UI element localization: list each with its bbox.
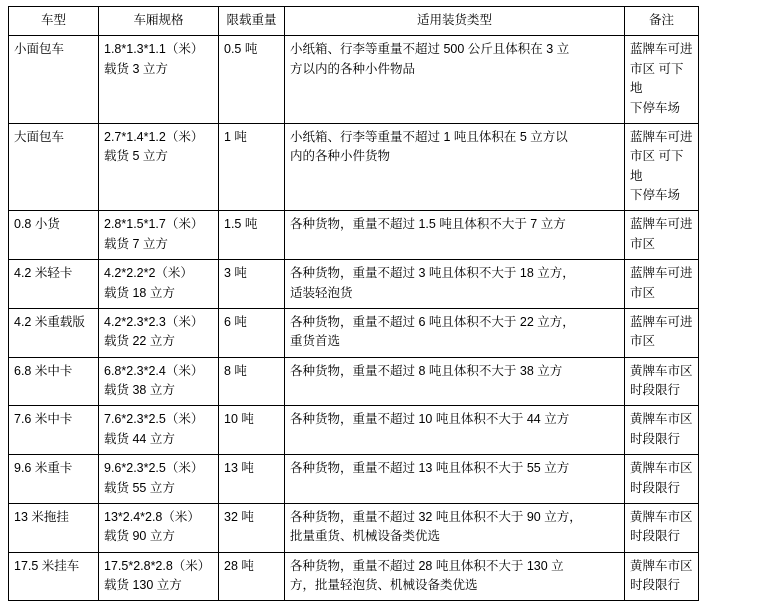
cell-remark-line: 蓝牌车可进 [630,42,693,57]
cell-cargo-type-line: 小纸箱、行李等重量不超过 1 吨且体积在 5 立方以 [290,129,568,144]
cell-cargo-type-line: 各种货物，重量不超过 10 吨且体积不大于 44 立方 [290,412,570,427]
header-cell-load: 限载重量 [219,7,285,36]
cell-vehicle-type-line: 6.8 米中卡 [14,363,73,378]
cell-load-limit-line: 13 吨 [224,461,254,476]
cell-remark [625,552,699,601]
cell-load-limit [219,455,285,504]
header-cell-remark: 备注 [625,7,699,36]
cell-cargo-type-line: 各种货物，重量不超过 32 吨且体积不大于 90 立方， [290,509,582,524]
cell-cargo-type-line: 方，批量轻泡货、机械设备类优选 [290,578,478,592]
cell-vehicle-type-line: 17.5 米挂车 [14,558,80,573]
cell-remark-line: 蓝牌车可进 [630,266,693,281]
cell-cargo-type-line: 各种货物，重量不超过 3 吨且体积不大于 18 立方， [290,266,575,281]
cell-load-limit [219,308,285,357]
cell-compartment-spec [99,455,219,504]
cell-vehicle-type [9,503,99,552]
table-row [9,503,699,552]
cell-load-limit [219,406,285,455]
cell-cargo-type-line: 批量重货、机械设备类优选 [290,529,441,544]
cell-remark [625,357,699,406]
cell-remark [625,308,699,357]
cell-vehicle-type-line: 小面包车 [14,42,65,57]
cell-cargo-type [285,308,625,357]
cell-remark-line: 黄牌车市区 [630,363,693,378]
cell-compartment-spec-line: 载货 3 立方 [104,61,168,76]
cell-vehicle-type-line: 0.8 小货 [14,217,60,232]
cell-load-limit-line: 1.5 吨 [224,217,258,232]
cell-load-limit [219,123,285,211]
table-row [9,357,699,406]
cell-cargo-type [285,36,625,124]
cell-compartment-spec [99,36,219,124]
cell-compartment-spec-line: 17.5*2.8*2.8（米） [104,558,211,573]
cell-vehicle-type-line: 9.6 米重卡 [14,461,73,476]
cell-compartment-spec-line: 载货 38 立方 [104,383,175,397]
cell-compartment-spec [99,406,219,455]
cell-compartment-spec-line: 载货 130 立方 [104,578,182,592]
cell-vehicle-type-line: 7.6 米中卡 [14,412,73,427]
cell-remark [625,36,699,124]
cell-compartment-spec-line: 6.8*2.3*2.4（米） [104,363,204,378]
cell-vehicle-type-line: 大面包车 [14,129,65,144]
cell-cargo-type [285,211,625,260]
cell-compartment-spec-line: 13*2.4*2.8（米） [104,509,200,524]
cell-remark-line: 时段限行 [630,383,681,397]
cell-vehicle-type-line: 13 米拖挂 [14,509,69,524]
cell-vehicle-type [9,552,99,601]
cell-cargo-type-line: 各种货物，重量不超过 1.5 吨且体积不大于 7 立方 [290,217,566,232]
cell-compartment-spec [99,211,219,260]
cell-compartment-spec-line: 载货 55 立方 [104,480,175,495]
table-row [9,406,699,455]
table-row [9,308,699,357]
cell-load-limit-line: 3 吨 [224,266,247,281]
cell-vehicle-type-line: 4.2 米重载版 [14,314,85,329]
cell-cargo-type [285,455,625,504]
cell-remark-line: 市区 可下地 [630,149,684,183]
header-cell-type: 车型 [9,7,99,36]
cell-cargo-type-line: 方以内的各种小件物品 [290,61,416,76]
cell-compartment-spec-line: 2.8*1.5*1.7（米） [104,217,204,232]
cell-remark-line: 黄牌车市区 [630,558,693,573]
table-row [9,455,699,504]
cell-load-limit [219,503,285,552]
cell-vehicle-type [9,260,99,309]
cell-compartment-spec-line: 4.2*2.2*2（米） [104,266,193,281]
header-cell-spec: 车厢规格 [99,7,219,36]
cell-vehicle-type [9,308,99,357]
cell-load-limit [219,357,285,406]
cell-remark [625,406,699,455]
cell-compartment-spec-line: 1.8*1.3*1.1（米） [104,42,204,57]
cell-vehicle-type [9,211,99,260]
table-body [9,36,699,601]
cell-load-limit [219,211,285,260]
cell-remark-line: 下停车场 [630,100,681,115]
cell-compartment-spec-line: 载货 90 立方 [104,529,175,544]
table-row [9,552,699,601]
cell-compartment-spec [99,552,219,601]
cell-cargo-type [285,503,625,552]
cell-load-limit-line: 32 吨 [224,509,254,524]
cell-cargo-type-line: 适装轻泡货 [290,285,353,300]
header-cell-cargo: 适用装货类型 [285,7,625,36]
cell-remark-line: 下停车场 [630,188,681,202]
cell-remark-line: 蓝牌车可进 [630,129,693,144]
cell-vehicle-type [9,455,99,504]
cell-remark [625,211,699,260]
cell-remark-line: 时段限行 [630,431,681,446]
cell-compartment-spec-line: 9.6*2.3*2.5（米） [104,461,204,476]
cell-compartment-spec [99,357,219,406]
cell-cargo-type [285,406,625,455]
cell-vehicle-type-line: 4.2 米轻卡 [14,266,73,281]
cell-compartment-spec-line: 7.6*2.3*2.5（米） [104,412,204,427]
cell-cargo-type [285,123,625,211]
cell-vehicle-type [9,357,99,406]
document-sheet [0,6,766,592]
cell-remark-line: 黄牌车市区 [630,509,693,524]
cell-compartment-spec-line: 载货 44 立方 [104,431,175,446]
cell-load-limit-line: 8 吨 [224,363,247,378]
cell-compartment-spec [99,260,219,309]
cell-remark-line: 市区 [630,236,656,251]
cell-cargo-type-line: 内的各种小件货物 [290,149,391,164]
cell-compartment-spec-line: 载货 7 立方 [104,236,168,251]
header-row [9,7,699,36]
cell-load-limit-line: 0.5 吨 [224,42,258,57]
cell-remark-line: 市区 [630,285,656,300]
cell-remark-line: 黄牌车市区 [630,461,693,476]
cell-cargo-type [285,357,625,406]
cell-vehicle-type [9,36,99,124]
cell-compartment-spec-line: 载货 5 立方 [104,149,168,164]
table-row [9,36,699,124]
cell-remark-line: 蓝牌车可进 [630,217,693,232]
cell-compartment-spec-line: 载货 22 立方 [104,334,175,349]
cell-cargo-type-line: 小纸箱、行李等重量不超过 500 公斤且体积在 3 立 [290,42,570,57]
cell-cargo-type-line: 各种货物，重量不超过 28 吨且体积不大于 130 立 [290,558,564,573]
cell-vehicle-type [9,123,99,211]
cell-remark [625,123,699,211]
cell-compartment-spec [99,503,219,552]
cell-load-limit-line: 6 吨 [224,314,247,329]
cell-cargo-type-line: 各种货物，重量不超过 8 吨且体积不大于 38 立方 [290,363,563,378]
table-header [9,7,699,36]
cell-load-limit-line: 28 吨 [224,558,254,573]
cell-cargo-type [285,552,625,601]
cell-compartment-spec-line: 载货 18 立方 [104,285,175,300]
table-row [9,260,699,309]
cell-cargo-type-line: 各种货物，重量不超过 6 吨且体积不大于 22 立方， [290,314,575,329]
cell-load-limit-line: 1 吨 [224,129,247,144]
cell-cargo-type-line: 重货首选 [290,334,341,349]
cell-remark-line: 市区 可下地 [630,61,684,96]
cell-load-limit-line: 10 吨 [224,412,254,427]
cell-remark-line: 时段限行 [630,578,681,592]
cell-remark-line: 市区 [630,334,656,349]
cell-remark [625,260,699,309]
cell-remark [625,503,699,552]
cell-compartment-spec [99,308,219,357]
table-row [9,211,699,260]
cell-compartment-spec-line: 2.7*1.4*1.2（米） [104,129,204,144]
vehicle-spec-table [8,6,699,601]
cell-load-limit [219,36,285,124]
cell-compartment-spec [99,123,219,211]
cell-vehicle-type [9,406,99,455]
cell-compartment-spec-line: 4.2*2.3*2.3（米） [104,314,204,329]
cell-load-limit [219,552,285,601]
cell-remark-line: 黄牌车市区 [630,412,693,427]
cell-remark [625,455,699,504]
cell-load-limit [219,260,285,309]
cell-cargo-type [285,260,625,309]
cell-remark-line: 时段限行 [630,529,681,544]
cell-remark-line: 蓝牌车可进 [630,314,693,329]
cell-remark-line: 时段限行 [630,480,681,495]
table-row [9,123,699,211]
cell-cargo-type-line: 各种货物，重量不超过 13 吨且体积不大于 55 立方 [290,461,570,476]
